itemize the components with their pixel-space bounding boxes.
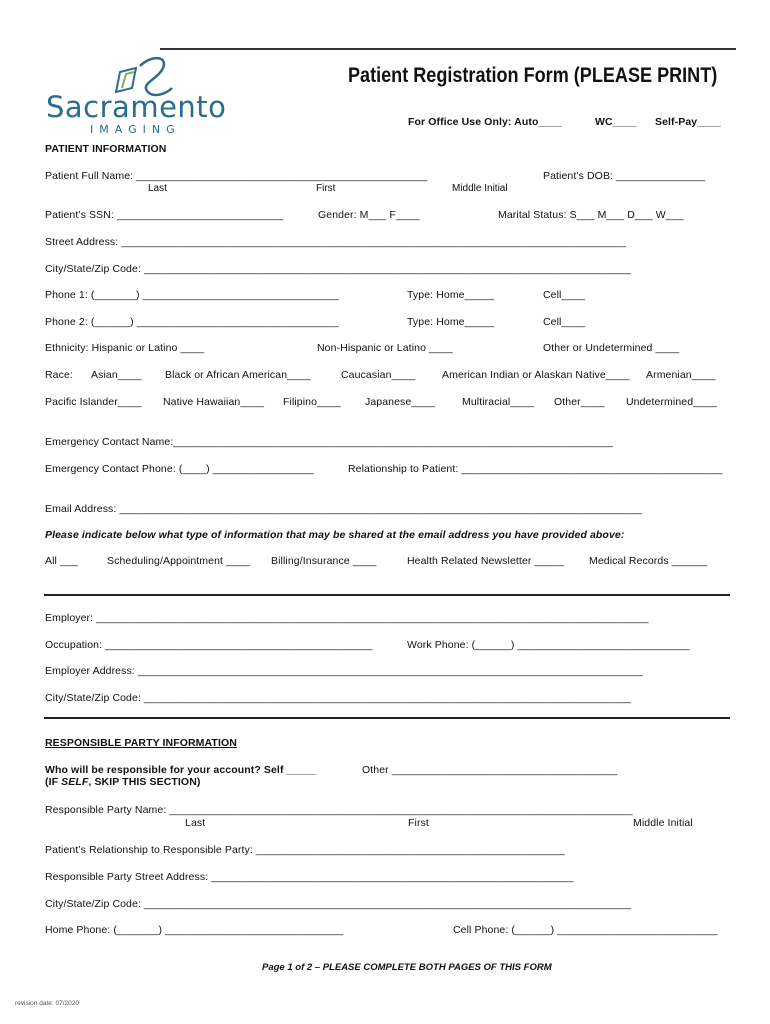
skip-note-self: SELF <box>61 776 89 788</box>
responsible-city-field[interactable]: City/State/Zip Code: __________________________________________________________________________________ <box>45 898 632 910</box>
top-rule <box>160 48 736 50</box>
race-armenian[interactable]: Armenian____ <box>646 369 716 381</box>
section-divider <box>44 594 730 596</box>
email-opt-all[interactable]: All ___ <box>45 555 78 567</box>
race-caucasian[interactable]: Caucasian____ <box>341 369 416 381</box>
patient-dob-field[interactable]: Patient’s DOB: _______________ <box>543 170 706 182</box>
race-american-indian[interactable]: American Indian or Alaskan Native____ <box>442 369 630 381</box>
patient-info-heading: PATIENT INFORMATION <box>45 143 167 155</box>
revision-date: revision date: 07/2020 <box>15 1000 79 1007</box>
race-label: Race: <box>45 369 73 381</box>
email-opt-newsletter[interactable]: Health Related Newsletter _____ <box>407 555 565 567</box>
marital-status-field[interactable]: Marital Status: S___ M___ D___ W___ <box>498 209 684 221</box>
race-native-hawaiian[interactable]: Native Hawaiian____ <box>163 396 265 408</box>
patient-full-name-field[interactable]: Patient Full Name: _________________________________________________ <box>45 170 428 182</box>
cell-phone-field[interactable]: Cell Phone: (______) ___________________________ <box>453 924 718 936</box>
responsible-other-field[interactable]: Other ______________________________________ <box>362 764 618 776</box>
emergency-contact-name-field[interactable]: Emergency Contact Name:__________________________________________________________________________ <box>45 436 613 448</box>
relationship-to-patient-field[interactable]: Relationship to Patient: ____________________________________________ <box>348 463 723 475</box>
ethnicity-non-hispanic[interactable]: Non-Hispanic or Latino ____ <box>317 342 453 354</box>
phone1-type-home[interactable]: Type: Home_____ <box>407 289 495 301</box>
patient-relationship-field[interactable]: Patient’s Relationship to Responsible Party: ____________________________________________________ <box>45 844 565 856</box>
race-filipino[interactable]: Filipino____ <box>283 396 341 408</box>
logo-text-main: Sacramento <box>46 90 227 124</box>
name-sub-first: First <box>316 183 336 194</box>
race-black[interactable]: Black or African American____ <box>165 369 311 381</box>
responsible-party-name-field[interactable]: Responsible Party Name: ______________________________________________________________________________ <box>45 804 633 816</box>
occupation-field[interactable]: Occupation: _____________________________________________ <box>45 639 373 651</box>
street-address-field[interactable]: Street Address: _____________________________________________________________________________________ <box>45 236 627 248</box>
patient-ssn-field[interactable]: Patient’s SSN: ____________________________ <box>45 209 284 221</box>
responsible-skip-note <box>45 776 200 788</box>
phone2-field[interactable]: Phone 2: (______) __________________________________ <box>45 316 339 328</box>
office-use-wc[interactable]: WC____ <box>595 116 637 128</box>
section-divider <box>44 717 730 719</box>
phone2-type-cell[interactable]: Cell____ <box>543 316 586 328</box>
email-address-field[interactable]: Email Address: ________________________________________________________________________________________ <box>45 503 643 515</box>
race-asian[interactable]: Asian____ <box>91 369 142 381</box>
phone1-type-cell[interactable]: Cell____ <box>543 289 586 301</box>
name-sub-middle: Middle Initial <box>452 183 508 194</box>
emergency-contact-phone-field[interactable]: Emergency Contact Phone: (____) _________________ <box>45 463 314 475</box>
ethnicity-other[interactable]: Other or Undetermined ____ <box>543 342 680 354</box>
employer-city-field[interactable]: City/State/Zip Code: __________________________________________________________________________________ <box>45 692 632 704</box>
responsible-sub-first: First <box>408 817 429 829</box>
responsible-sub-last: Last <box>185 817 206 829</box>
responsible-party-heading: RESPONSIBLE PARTY INFORMATION <box>45 737 237 749</box>
employer-field[interactable]: Employer: _____________________________________________________________________________________________ <box>45 612 649 624</box>
responsible-question[interactable]: Who will be responsible for your account? Self _____ <box>45 764 317 776</box>
work-phone-field[interactable]: Work Phone: (______) _____________________________ <box>407 639 690 651</box>
skip-note-suffix: , SKIP THIS SECTION) <box>88 776 201 788</box>
city-state-zip-field[interactable]: City/State/Zip Code: __________________________________________________________________________________ <box>45 263 632 275</box>
email-opt-billing[interactable]: Billing/Insurance ____ <box>271 555 377 567</box>
responsible-street-field[interactable]: Responsible Party Street Address: _____________________________________________________________ <box>45 871 574 883</box>
skip-note-prefix: (IF <box>45 776 62 788</box>
phone2-type-home[interactable]: Type: Home_____ <box>407 316 495 328</box>
race-japanese[interactable]: Japanese____ <box>365 396 436 408</box>
email-opt-medical-records[interactable]: Medical Records ______ <box>589 555 708 567</box>
office-use-selfpay[interactable]: Self-Pay____ <box>655 116 721 128</box>
logo-text-sub: IMAGING <box>90 123 181 136</box>
ethnicity-hispanic[interactable]: Ethnicity: Hispanic or Latino ____ <box>45 342 205 354</box>
email-share-instruction: Please indicate below what type of information that may be shared at the email address you have provided above: <box>45 529 625 541</box>
phone1-field[interactable]: Phone 1: (_______) _________________________________ <box>45 289 339 301</box>
home-phone-field[interactable]: Home Phone: (_______) ______________________________ <box>45 924 344 936</box>
page-footer: Page 1 of 2 – PLEASE COMPLETE BOTH PAGES OF THIS FORM <box>262 962 552 973</box>
office-use-auto[interactable]: For Office Use Only: Auto____ <box>408 116 563 128</box>
responsible-sub-middle: Middle Initial <box>633 817 693 829</box>
race-pacific-islander[interactable]: Pacific Islander____ <box>45 396 142 408</box>
race-other[interactable]: Other____ <box>554 396 605 408</box>
form-title: Patient Registration Form (PLEASE PRINT) <box>348 64 718 87</box>
sacramento-imaging-logo <box>46 54 226 134</box>
gender-field[interactable]: Gender: M___ F____ <box>318 209 420 221</box>
race-undetermined[interactable]: Undetermined____ <box>626 396 717 408</box>
employer-address-field[interactable]: Employer Address: _____________________________________________________________________________________ <box>45 665 643 677</box>
name-sub-last: Last <box>148 183 167 194</box>
race-multiracial[interactable]: Multiracial____ <box>462 396 535 408</box>
email-opt-scheduling[interactable]: Scheduling/Appointment ____ <box>107 555 250 567</box>
